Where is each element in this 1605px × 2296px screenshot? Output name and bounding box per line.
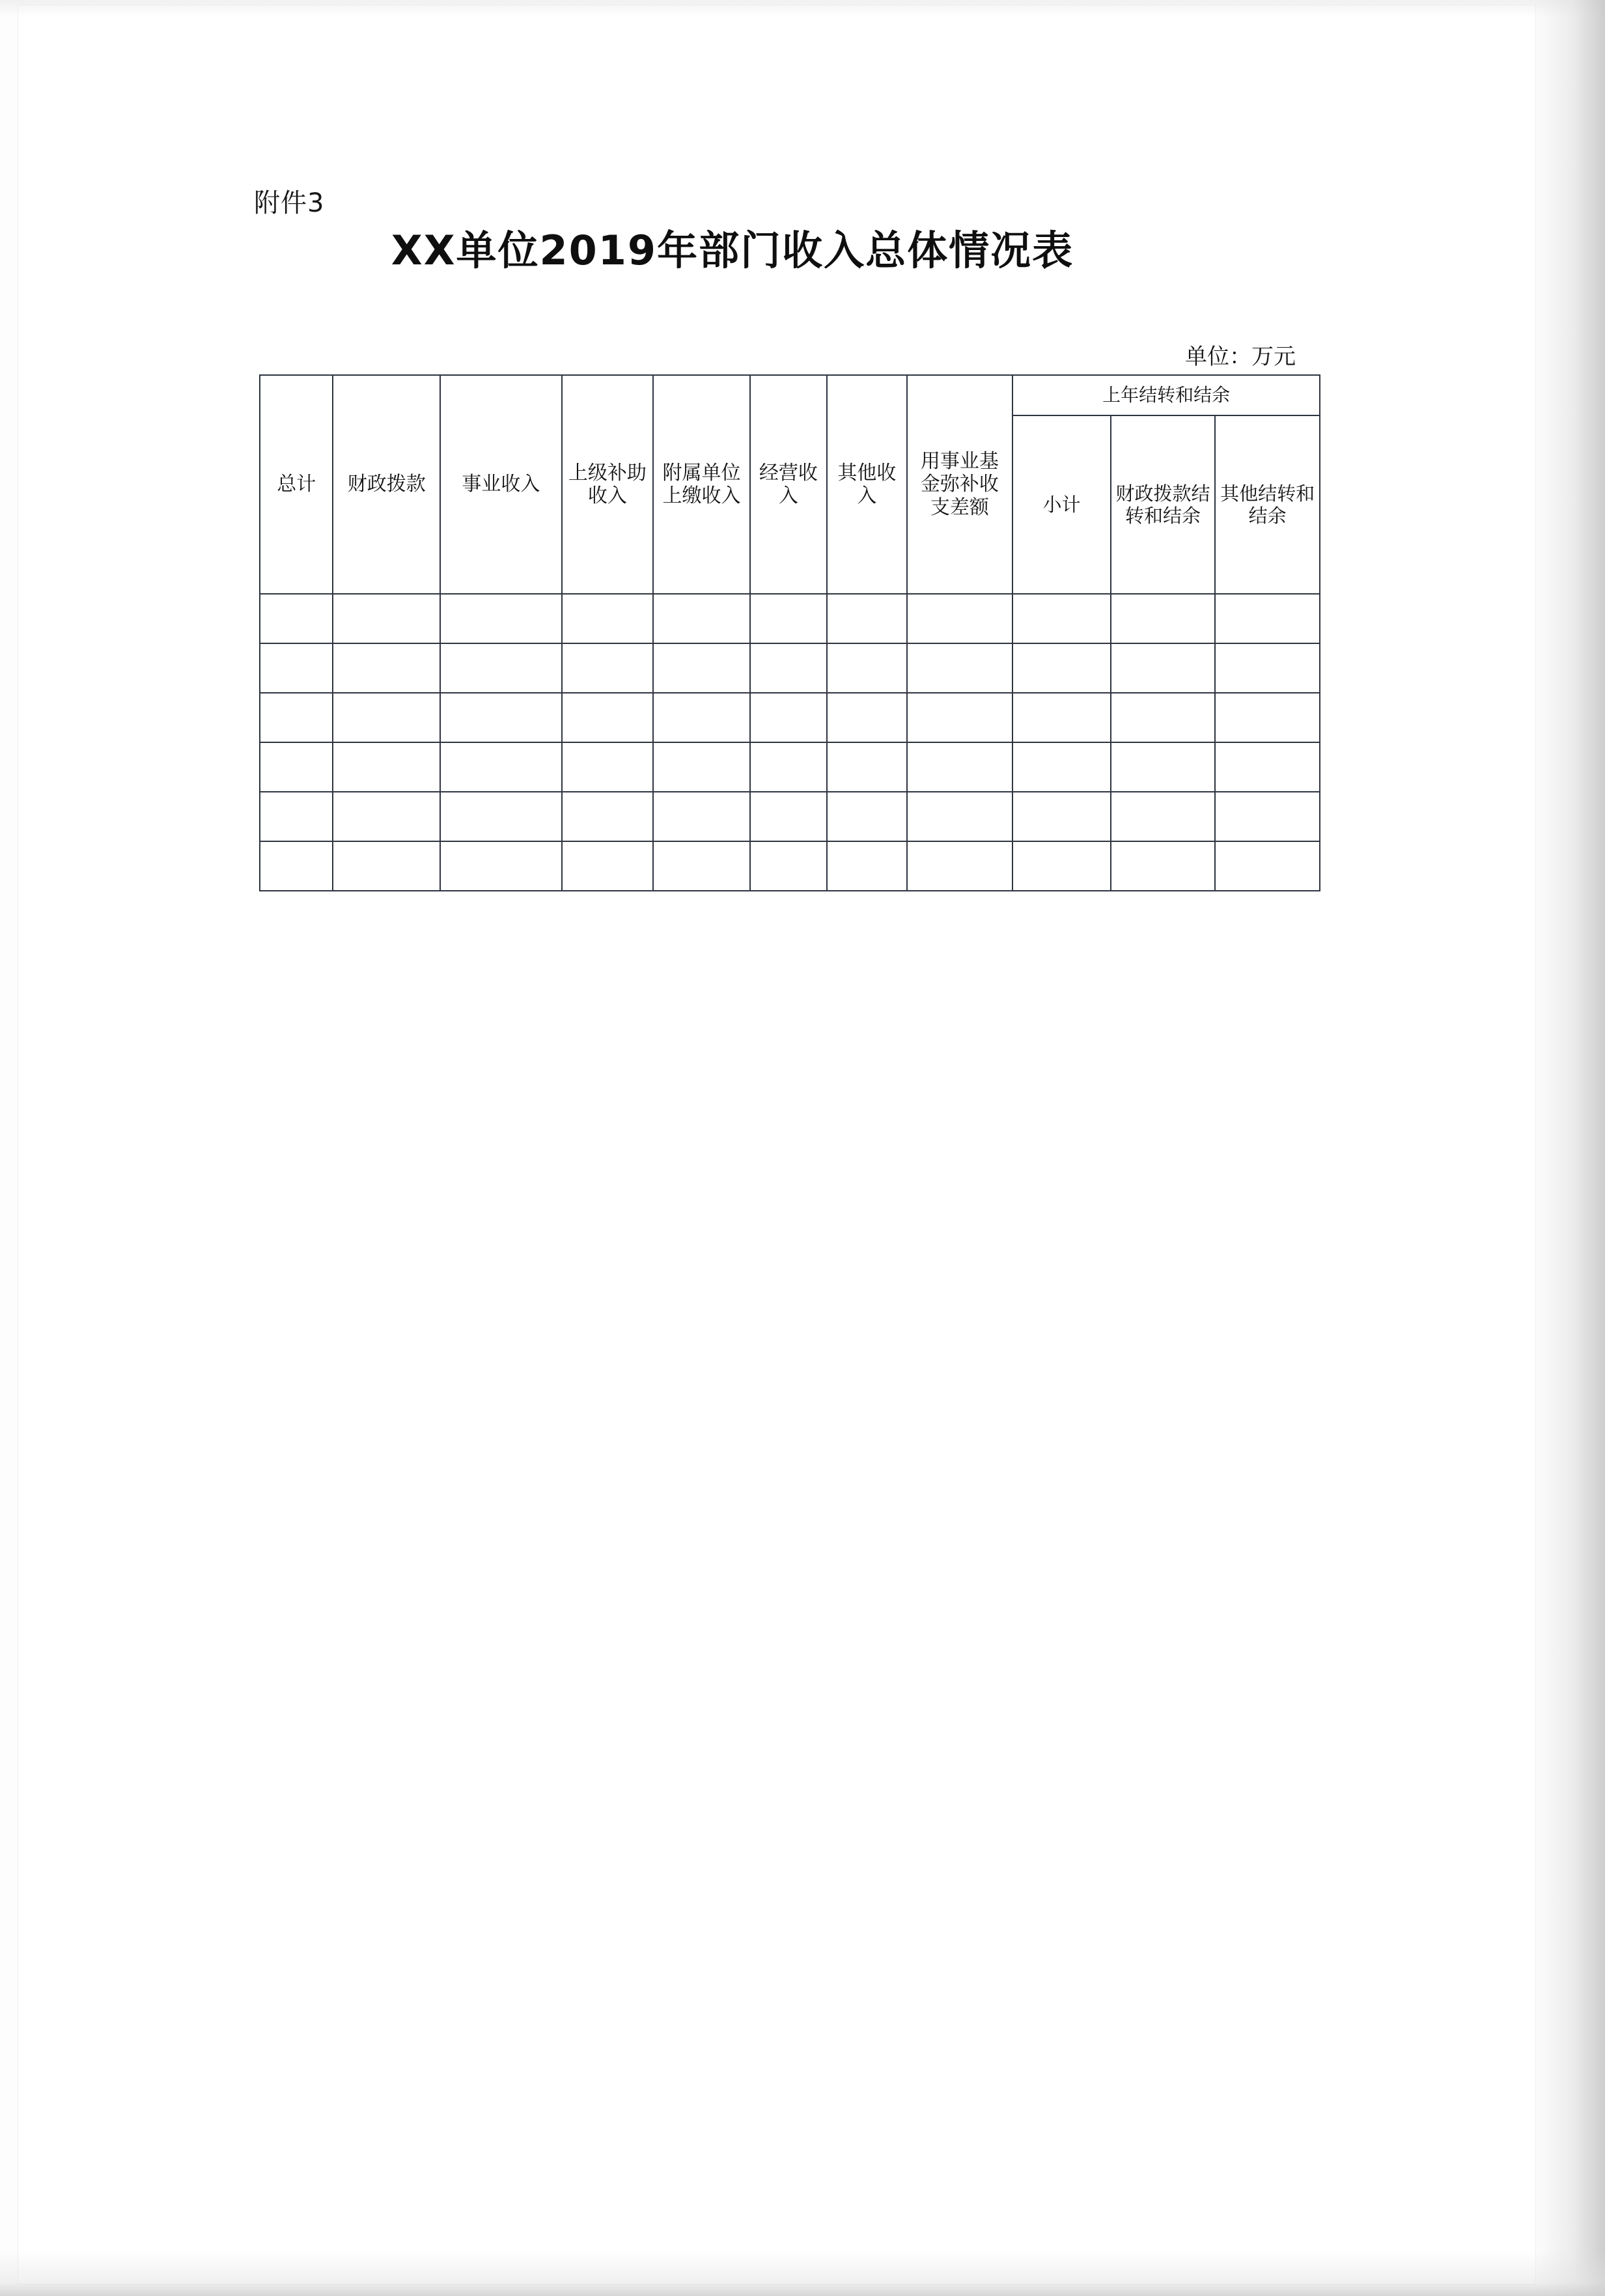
table-cell[interactable]: [440, 693, 562, 742]
table-cell[interactable]: [653, 594, 750, 643]
table-cell[interactable]: [653, 742, 750, 792]
income-summary-table: [259, 374, 1320, 891]
table-cell[interactable]: [1012, 693, 1111, 742]
scan-shadow-top: [0, 0, 1605, 17]
table-row: [260, 742, 1320, 792]
table-cell[interactable]: [562, 594, 654, 643]
table-cell[interactable]: [907, 841, 1013, 891]
table-row: [260, 594, 1320, 643]
table-cell[interactable]: [562, 841, 654, 891]
table-cell[interactable]: [827, 594, 906, 643]
table-row: [260, 643, 1320, 693]
header-career-income: 事业收入: [440, 375, 562, 594]
table-cell[interactable]: [260, 742, 333, 792]
table-row: [260, 792, 1320, 841]
attachment-label: 附件3: [254, 188, 325, 218]
table-cell[interactable]: [440, 792, 562, 841]
table-cell[interactable]: [440, 841, 562, 891]
table-cell[interactable]: [1215, 643, 1320, 693]
table-cell[interactable]: [1012, 594, 1111, 643]
table-cell[interactable]: [260, 643, 333, 693]
table-cell[interactable]: [907, 594, 1013, 643]
table-cell[interactable]: [750, 742, 827, 792]
table-cell[interactable]: [260, 693, 333, 742]
scan-shadow-bottom: [0, 2250, 1605, 2296]
table-cell[interactable]: [440, 643, 562, 693]
table-cell[interactable]: [1111, 643, 1216, 693]
table-cell[interactable]: [562, 693, 654, 742]
table-cell[interactable]: [260, 792, 333, 841]
table-cell[interactable]: [653, 792, 750, 841]
header-business-income: 经营收入: [750, 375, 827, 594]
header-carryover-other: 其他结转和结余: [1215, 415, 1320, 594]
header-subordinate-unit-paid-income: 附属单位上缴收入: [653, 375, 750, 594]
page-title: XX单位2019年部门收入总体情况表: [391, 227, 1074, 274]
header-career-fund-offset: 用事业基金弥补收支差额: [907, 375, 1013, 594]
table-cell[interactable]: [1215, 792, 1320, 841]
table-cell[interactable]: [750, 841, 827, 891]
table-cell[interactable]: [440, 594, 562, 643]
table-cell[interactable]: [333, 594, 440, 643]
table-cell[interactable]: [653, 693, 750, 742]
table-cell[interactable]: [260, 594, 333, 643]
table-cell[interactable]: [333, 643, 440, 693]
header-carryover-fiscal: 财政拨款结转和结余: [1111, 415, 1216, 594]
table-cell[interactable]: [750, 594, 827, 643]
table-cell[interactable]: [440, 742, 562, 792]
table-cell[interactable]: [827, 792, 906, 841]
table-cell[interactable]: [827, 742, 906, 792]
table-cell[interactable]: [653, 643, 750, 693]
table-cell[interactable]: [333, 693, 440, 742]
table-cell[interactable]: [1012, 841, 1111, 891]
table-cell[interactable]: [1111, 594, 1216, 643]
header-total: 总计: [260, 375, 333, 594]
table-cell[interactable]: [907, 792, 1013, 841]
table-cell[interactable]: [907, 693, 1013, 742]
income-table-body: [260, 594, 1320, 891]
table-row: [260, 841, 1320, 891]
table-cell[interactable]: [1012, 643, 1111, 693]
table-cell[interactable]: [562, 792, 654, 841]
table-cell[interactable]: [1111, 792, 1216, 841]
scan-shadow-right: [1533, 0, 1605, 2296]
table-cell[interactable]: [750, 643, 827, 693]
header-carryover-group: 上年结转和结余: [1012, 375, 1320, 415]
table-cell[interactable]: [907, 742, 1013, 792]
table-cell[interactable]: [827, 643, 906, 693]
table-cell[interactable]: [562, 742, 654, 792]
table-cell[interactable]: [1111, 693, 1216, 742]
header-carryover-subtotal: 小计: [1012, 415, 1111, 594]
table-cell[interactable]: [750, 792, 827, 841]
income-table-wrap: [259, 374, 1320, 891]
table-cell[interactable]: [1215, 742, 1320, 792]
header-fiscal-appropriation: 财政拨款: [333, 375, 440, 594]
table-cell[interactable]: [562, 643, 654, 693]
table-cell[interactable]: [907, 643, 1013, 693]
table-cell[interactable]: [1215, 594, 1320, 643]
table-cell[interactable]: [260, 841, 333, 891]
table-cell[interactable]: [1012, 742, 1111, 792]
table-cell[interactable]: [1012, 792, 1111, 841]
table-cell[interactable]: [827, 693, 906, 742]
table-row: [260, 693, 1320, 742]
table-cell[interactable]: [333, 792, 440, 841]
table-cell[interactable]: [1215, 841, 1320, 891]
header-upper-subsidy-income: 上级补助收入: [562, 375, 654, 594]
table-cell[interactable]: [827, 841, 906, 891]
table-cell[interactable]: [653, 841, 750, 891]
table-cell[interactable]: [1111, 841, 1216, 891]
table-cell[interactable]: [333, 742, 440, 792]
table-cell[interactable]: [1215, 693, 1320, 742]
table-cell[interactable]: [333, 841, 440, 891]
table-cell[interactable]: [750, 693, 827, 742]
paper-sheet: [18, 5, 1535, 2284]
header-other-income: 其他收入: [827, 375, 906, 594]
table-cell[interactable]: [1111, 742, 1216, 792]
unit-note: 单位：万元: [1185, 344, 1296, 370]
